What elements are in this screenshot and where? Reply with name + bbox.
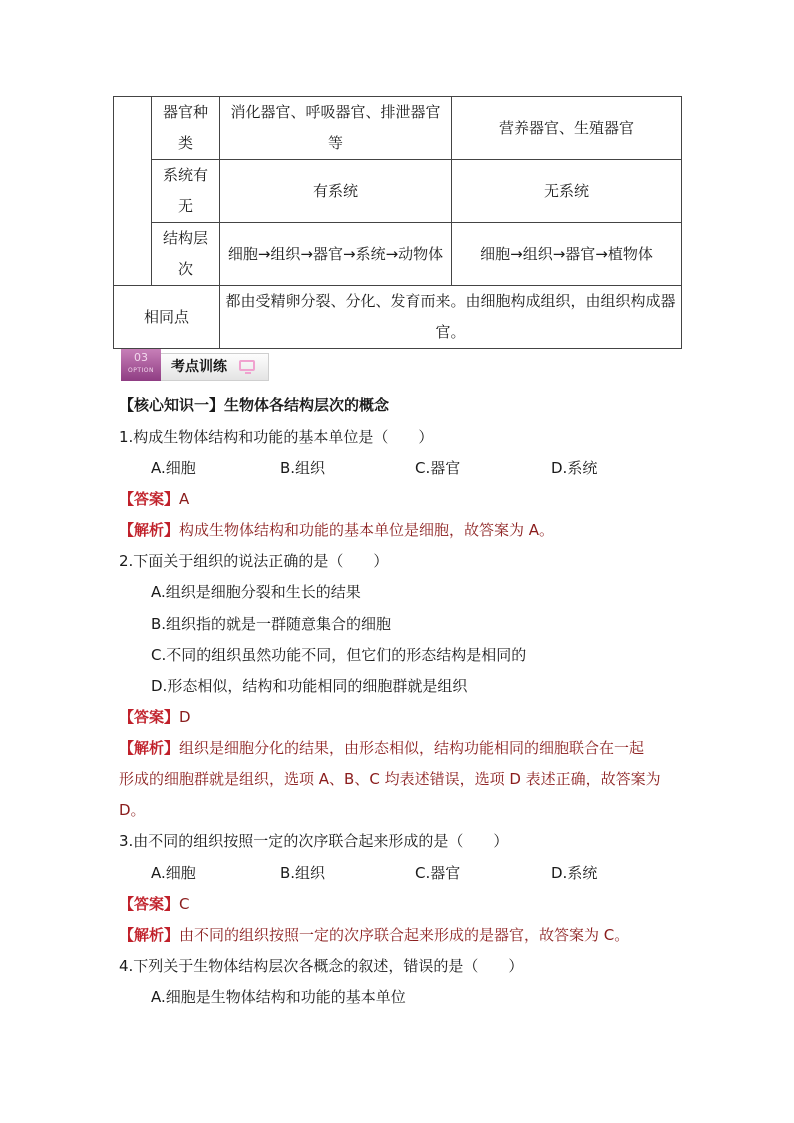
animal-cell: 细胞→组织→器官→系统→动物体 bbox=[220, 223, 452, 286]
table-row bbox=[114, 223, 682, 286]
option-c: C.器官 bbox=[415, 459, 461, 477]
answer-label: 【答案】 bbox=[119, 708, 180, 726]
badge-option: OPTION bbox=[128, 367, 154, 374]
same-label: 相同点 bbox=[114, 286, 220, 349]
answer-line bbox=[119, 706, 191, 728]
answer-line bbox=[119, 488, 189, 510]
option-b: B.组织 bbox=[280, 864, 326, 882]
option-a: A.细胞 bbox=[151, 459, 196, 477]
option-d: D.形态相似，结构和功能相同的细胞群就是组织 bbox=[151, 677, 468, 695]
banner-title: 考点训练 bbox=[161, 353, 269, 381]
answer-label: 【答案】 bbox=[119, 895, 180, 913]
question-stem: 2.下面关于组织的说法正确的是（ ） bbox=[119, 552, 389, 570]
analysis-label: 【解析】 bbox=[119, 521, 180, 539]
analysis-text: 由不同的组织按照一定的次序联合起来形成的是器官，故答案为 C。 bbox=[179, 926, 630, 944]
option-a: A.组织是细胞分裂和生长的结果 bbox=[151, 583, 361, 601]
section-banner bbox=[121, 349, 271, 383]
same-text: 都由受精卵分裂、分化、发育而来。由细胞构成组织，由组织构成器官。 bbox=[220, 286, 682, 349]
question-stem: 3.由不同的组织按照一定的次序联合起来形成的是（ ） bbox=[119, 832, 509, 850]
analysis-text: 构成生物体结构和功能的基本单位是细胞，故答案为 A。 bbox=[179, 521, 555, 539]
comparison-table bbox=[113, 96, 682, 349]
merged-blank-cell bbox=[114, 97, 152, 286]
answer-label: 【答案】 bbox=[119, 490, 180, 508]
option-b: B.组织 bbox=[280, 459, 326, 477]
section-title: 【核心知识一】生物体各结构层次的概念 bbox=[119, 396, 390, 414]
answer-value: D bbox=[179, 708, 191, 726]
answer-value: C bbox=[179, 895, 190, 913]
analysis-label: 【解析】 bbox=[119, 739, 180, 757]
table-row bbox=[114, 286, 682, 349]
option-a: A.细胞是生物体结构和功能的基本单位 bbox=[151, 988, 406, 1006]
option-b: B.组织指的就是一群随意集合的细胞 bbox=[151, 615, 392, 633]
plant-cell: 细胞→组织→器官→植物体 bbox=[452, 223, 682, 286]
option-d: D.系统 bbox=[551, 459, 598, 477]
analysis-line bbox=[119, 924, 629, 946]
analysis-label: 【解析】 bbox=[119, 926, 180, 944]
answer-value: A bbox=[179, 490, 190, 508]
analysis-text: 形成的细胞群就是组织，选项 A、B、C 均表述错误，选项 D 表述正确，故答案为 bbox=[119, 770, 661, 788]
question-stem: 4.下列关于生物体结构层次各概念的叙述，错误的是（ ） bbox=[119, 957, 524, 975]
row-label: 系统有无 bbox=[152, 160, 220, 223]
row-label: 结构层次 bbox=[152, 223, 220, 286]
animal-cell: 消化器官、呼吸器官、排泄器官等 bbox=[220, 97, 452, 160]
monitor-icon bbox=[239, 360, 255, 371]
question-stem: 1.构成生物体结构和功能的基本单位是（ ） bbox=[119, 428, 434, 446]
analysis-text: 组织是细胞分化的结果，由形态相似，结构功能相同的细胞联合在一起 bbox=[179, 739, 645, 757]
option-badge bbox=[121, 349, 161, 381]
row-label: 器官种类 bbox=[152, 97, 220, 160]
option-a: A.细胞 bbox=[151, 864, 196, 882]
plant-cell: 无系统 bbox=[452, 160, 682, 223]
table-row bbox=[114, 160, 682, 223]
analysis-text: D。 bbox=[119, 801, 146, 819]
analysis-line bbox=[119, 737, 644, 759]
analysis-line bbox=[119, 519, 554, 541]
table-row bbox=[114, 97, 682, 160]
animal-cell: 有系统 bbox=[220, 160, 452, 223]
option-c: C.器官 bbox=[415, 864, 461, 882]
option-c: C.不同的组织虽然功能不同，但它们的形态结构是相同的 bbox=[151, 646, 527, 664]
badge-number: 03 bbox=[134, 351, 148, 364]
plant-cell: 营养器官、生殖器官 bbox=[452, 97, 682, 160]
option-d: D.系统 bbox=[551, 864, 598, 882]
answer-line bbox=[119, 893, 190, 915]
